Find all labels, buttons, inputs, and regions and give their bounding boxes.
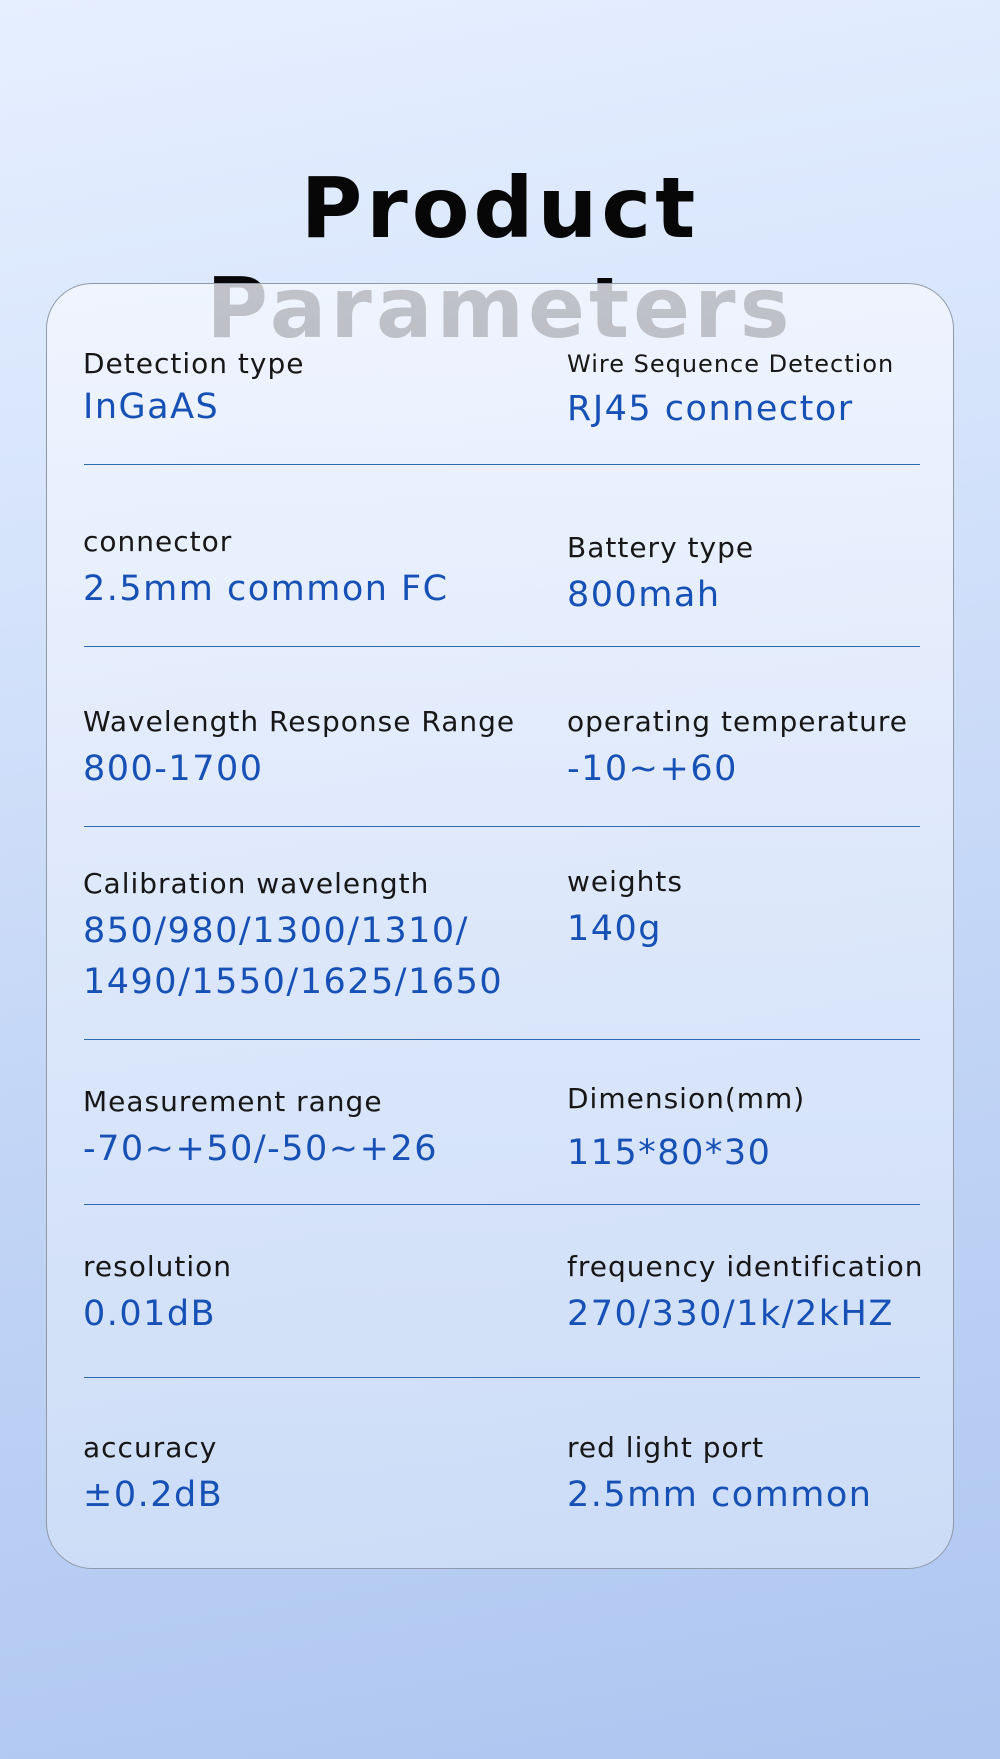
param-label: resolution <box>83 1250 233 1283</box>
parameters-card <box>46 283 954 1569</box>
param-value: -70~+50/-50~+26 <box>83 1129 438 1169</box>
param-cell-detection-type <box>83 346 523 433</box>
param-cell-wavelength-response-range <box>83 704 523 795</box>
param-cell-weights <box>567 864 967 955</box>
param-cell-dimension <box>567 1081 967 1179</box>
page-title: Product <box>300 159 700 257</box>
param-cell-battery-type <box>567 530 967 621</box>
param-label: Measurement range <box>83 1085 383 1118</box>
param-cell-frequency-identification <box>567 1249 967 1340</box>
param-value: 800-1700 <box>83 749 264 789</box>
param-value: 2.5mm common <box>567 1475 873 1515</box>
param-value: 115*80*30 <box>567 1133 772 1173</box>
param-label: Wavelength Response Range <box>83 705 516 738</box>
param-label: frequency identification <box>567 1250 924 1283</box>
param-cell-accuracy <box>83 1430 523 1521</box>
param-value: -10~+60 <box>567 749 738 789</box>
param-cell-calibration-wavelength <box>83 866 523 1008</box>
param-value: 0.01dB <box>83 1294 217 1334</box>
param-value: InGaAS <box>83 387 220 427</box>
param-value: ±0.2dB <box>83 1475 224 1515</box>
param-value: 140g <box>567 909 663 949</box>
param-value: RJ45 connector <box>567 389 854 429</box>
param-label: Detection type <box>83 347 305 380</box>
param-value: 850/980/1300/1310/ <box>83 911 469 951</box>
row-divider <box>84 1039 920 1040</box>
row-divider <box>84 1204 920 1205</box>
param-label: Dimension(mm) <box>567 1082 806 1115</box>
param-label: operating temperature <box>567 705 908 738</box>
param-label: Calibration wavelength <box>83 867 430 900</box>
param-cell-connector <box>83 524 523 615</box>
param-label: Battery type <box>567 531 755 564</box>
param-cell-measurement-range <box>83 1084 523 1175</box>
param-cell-resolution <box>83 1249 523 1340</box>
param-label: accuracy <box>83 1431 218 1464</box>
param-value-continued: 1490/1550/1625/1650 <box>83 962 504 1002</box>
param-label: connector <box>83 525 233 558</box>
param-label: red light port <box>567 1431 765 1464</box>
param-value: 800mah <box>567 575 721 615</box>
row-divider <box>84 826 920 827</box>
param-label: weights <box>567 865 683 898</box>
row-divider <box>84 646 920 647</box>
row-divider <box>84 1377 920 1378</box>
row-divider <box>84 464 920 465</box>
param-cell-wire-sequence-detection <box>567 346 967 435</box>
param-cell-operating-temperature <box>567 704 967 795</box>
param-value: 2.5mm common FC <box>83 569 449 609</box>
param-value: 270/330/1k/2kHZ <box>567 1294 894 1334</box>
param-cell-red-light-port <box>567 1430 967 1521</box>
param-label: Wire Sequence Detection <box>567 350 895 378</box>
